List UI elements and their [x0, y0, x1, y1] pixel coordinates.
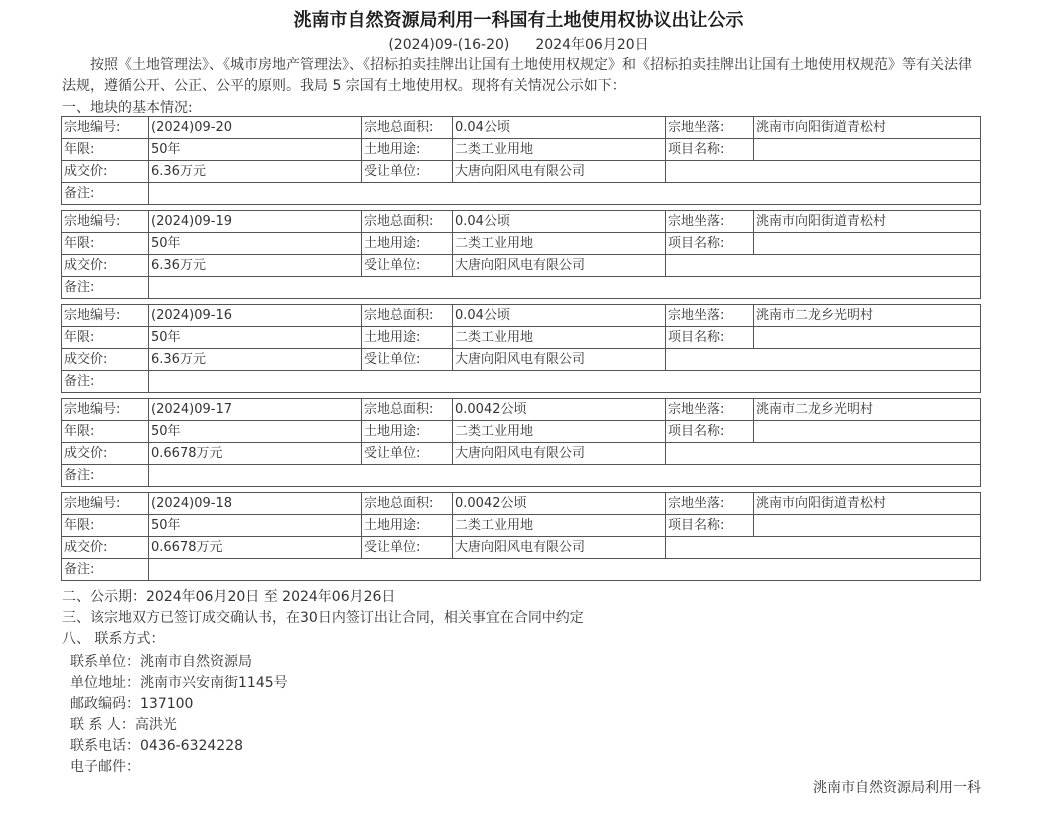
contact-unit: 联系单位：洮南市自然资源局: [70, 654, 252, 670]
field-label-project-name: 项目名称:: [666, 139, 754, 161]
table-row: [62, 443, 981, 465]
field-value-location: 洮南市向阳街道青松村: [754, 211, 981, 233]
parcel-table: [61, 116, 981, 205]
field-value-parcel-no: (2024)09-19: [149, 211, 362, 233]
field-value-total-area: 0.04公顷: [453, 305, 666, 327]
field-value-remark: [149, 277, 981, 299]
field-label-total-area: 宗地总面积:: [362, 399, 453, 421]
field-value-price: 6.36万元: [149, 349, 362, 371]
document-number: (2024)09-(16-20): [388, 37, 510, 53]
table-row: [62, 255, 981, 277]
field-label-location: 宗地坐落:: [666, 117, 754, 139]
field-label-grantee: 受让单位:: [362, 349, 453, 371]
field-label-parcel-no: 宗地编号:: [62, 493, 149, 515]
field-value-grantee: 大唐向阳风电有限公司: [453, 349, 666, 371]
field-value-land-use: 二类工业用地: [453, 327, 666, 349]
field-label-project-name: 项目名称:: [666, 421, 754, 443]
section-heading-basic-info: 一、地块的基本情况:: [62, 100, 193, 116]
field-label-price: 成交价:: [62, 349, 149, 371]
empty-cell: [666, 443, 981, 465]
table-row: [62, 327, 981, 349]
field-label-term: 年限:: [62, 327, 149, 349]
field-label-term: 年限:: [62, 233, 149, 255]
table-row: [62, 305, 981, 327]
field-label-grantee: 受让单位:: [362, 443, 453, 465]
field-label-land-use: 土地用途:: [362, 515, 453, 537]
empty-cell: [666, 537, 981, 559]
field-value-land-use: 二类工业用地: [453, 233, 666, 255]
empty-cell: [666, 255, 981, 277]
field-label-total-area: 宗地总面积:: [362, 493, 453, 515]
field-label-land-use: 土地用途:: [362, 421, 453, 443]
field-label-term: 年限:: [62, 139, 149, 161]
field-value-price: 6.36万元: [149, 255, 362, 277]
table-row: [62, 465, 981, 487]
contact-postcode: 邮政编码：137100: [70, 696, 194, 712]
field-value-location: 洮南市向阳街道青松村: [754, 117, 981, 139]
parcel-table: [61, 492, 981, 581]
field-label-price: 成交价:: [62, 161, 149, 183]
field-value-location: 洮南市二龙乡光明村: [754, 399, 981, 421]
field-value-parcel-no: (2024)09-18: [149, 493, 362, 515]
field-label-total-area: 宗地总面积:: [362, 117, 453, 139]
field-value-project-name: [754, 515, 981, 537]
field-label-term: 年限:: [62, 421, 149, 443]
field-value-grantee: 大唐向阳风电有限公司: [453, 537, 666, 559]
field-label-parcel-no: 宗地编号:: [62, 305, 149, 327]
parcel-table: [61, 304, 981, 393]
field-value-remark: [149, 371, 981, 393]
field-value-parcel-no: (2024)09-20: [149, 117, 362, 139]
field-label-remark: 备注:: [62, 465, 149, 487]
table-row: [62, 559, 981, 581]
field-label-parcel-no: 宗地编号:: [62, 211, 149, 233]
field-label-remark: 备注:: [62, 371, 149, 393]
table-row: [62, 233, 981, 255]
field-label-location: 宗地坐落:: [666, 211, 754, 233]
field-value-location: 洮南市二龙乡光明村: [754, 305, 981, 327]
field-value-land-use: 二类工业用地: [453, 139, 666, 161]
field-value-term: 50年: [149, 515, 362, 537]
field-value-parcel-no: (2024)09-16: [149, 305, 362, 327]
field-label-land-use: 土地用途:: [362, 233, 453, 255]
table-row: [62, 421, 981, 443]
field-label-location: 宗地坐落:: [666, 493, 754, 515]
field-label-location: 宗地坐落:: [666, 305, 754, 327]
field-label-price: 成交价:: [62, 255, 149, 277]
publicity-period: 二、公示期：2024年06月20日 至 2024年06月26日: [62, 589, 396, 605]
field-value-total-area: 0.04公顷: [453, 211, 666, 233]
field-label-total-area: 宗地总面积:: [362, 305, 453, 327]
field-value-project-name: [754, 421, 981, 443]
field-value-total-area: 0.04公顷: [453, 117, 666, 139]
table-row: [62, 349, 981, 371]
field-label-land-use: 土地用途:: [362, 139, 453, 161]
field-value-grantee: 大唐向阳风电有限公司: [453, 161, 666, 183]
field-label-grantee: 受让单位:: [362, 161, 453, 183]
table-row: [62, 537, 981, 559]
contact-phone: 联系电话：0436-6324228: [70, 738, 244, 754]
section-heading-contact: 八、 联系方式：: [62, 631, 165, 647]
field-value-term: 50年: [149, 327, 362, 349]
intro-paragraph: 按照《土地管理法》、《城市房地产管理法》、《招标拍卖挂牌出让国有土地使用权规定》和《招标拍卖挂牌出让国有土地使用权规范》等有关法律法规，遵循公开、公正、公平的原则。我局 5 宗国有土地使用权。现将有关情况公示如下：: [62, 57, 972, 94]
field-value-parcel-no: (2024)09-17: [149, 399, 362, 421]
field-label-total-area: 宗地总面积:: [362, 211, 453, 233]
parcel-table: [61, 210, 981, 299]
field-value-project-name: [754, 139, 981, 161]
table-row: [62, 183, 981, 205]
field-label-term: 年限:: [62, 515, 149, 537]
table-row: [62, 493, 981, 515]
contact-person: 联 系 人：高洪光: [70, 717, 177, 733]
table-row: [62, 399, 981, 421]
empty-cell: [666, 349, 981, 371]
field-label-project-name: 项目名称:: [666, 233, 754, 255]
field-value-project-name: [754, 327, 981, 349]
field-value-grantee: 大唐向阳风电有限公司: [453, 443, 666, 465]
contact-address: 单位地址：洮南市兴安南街1145号: [70, 675, 288, 691]
table-row: [62, 161, 981, 183]
field-label-parcel-no: 宗地编号:: [62, 399, 149, 421]
field-label-grantee: 受让单位:: [362, 537, 453, 559]
table-row: [62, 371, 981, 393]
field-value-price: 0.6678万元: [149, 443, 362, 465]
empty-cell: [666, 161, 981, 183]
document-date: 2024年06月20日: [535, 37, 649, 53]
field-value-remark: [149, 559, 981, 581]
field-label-remark: 备注:: [62, 277, 149, 299]
footer-signature: 洮南市自然资源局利用一科: [813, 780, 981, 796]
contract-note: 三、该宗地双方已签订成交确认书，在30日内签订出让合同，相关事宜在合同中约定: [62, 610, 584, 626]
table-row: [62, 515, 981, 537]
field-value-total-area: 0.0042公顷: [453, 399, 666, 421]
field-value-land-use: 二类工业用地: [453, 515, 666, 537]
field-label-price: 成交价:: [62, 443, 149, 465]
field-label-parcel-no: 宗地编号:: [62, 117, 149, 139]
table-row: [62, 277, 981, 299]
field-value-project-name: [754, 233, 981, 255]
table-row: [62, 211, 981, 233]
field-value-grantee: 大唐向阳风电有限公司: [453, 255, 666, 277]
field-value-remark: [149, 465, 981, 487]
field-value-term: 50年: [149, 233, 362, 255]
field-label-remark: 备注:: [62, 183, 149, 205]
field-label-location: 宗地坐落:: [666, 399, 754, 421]
field-value-land-use: 二类工业用地: [453, 421, 666, 443]
field-label-remark: 备注:: [62, 559, 149, 581]
field-value-location: 洮南市向阳街道青松村: [754, 493, 981, 515]
field-value-price: 0.6678万元: [149, 537, 362, 559]
field-label-project-name: 项目名称:: [666, 515, 754, 537]
field-label-grantee: 受让单位:: [362, 255, 453, 277]
table-row: [62, 117, 981, 139]
field-value-remark: [149, 183, 981, 205]
field-value-price: 6.36万元: [149, 161, 362, 183]
contact-email: 电子邮件：: [70, 759, 140, 775]
page-title: 洮南市自然资源局利用一科国有土地使用权协议出让公示: [293, 10, 744, 31]
table-row: [62, 139, 981, 161]
field-value-term: 50年: [149, 421, 362, 443]
field-label-project-name: 项目名称:: [666, 327, 754, 349]
field-label-land-use: 土地用途:: [362, 327, 453, 349]
field-label-price: 成交价:: [62, 537, 149, 559]
document-subtitle: [0, 34, 1037, 54]
field-value-term: 50年: [149, 139, 362, 161]
field-value-total-area: 0.0042公顷: [453, 493, 666, 515]
parcel-table: [61, 398, 981, 487]
